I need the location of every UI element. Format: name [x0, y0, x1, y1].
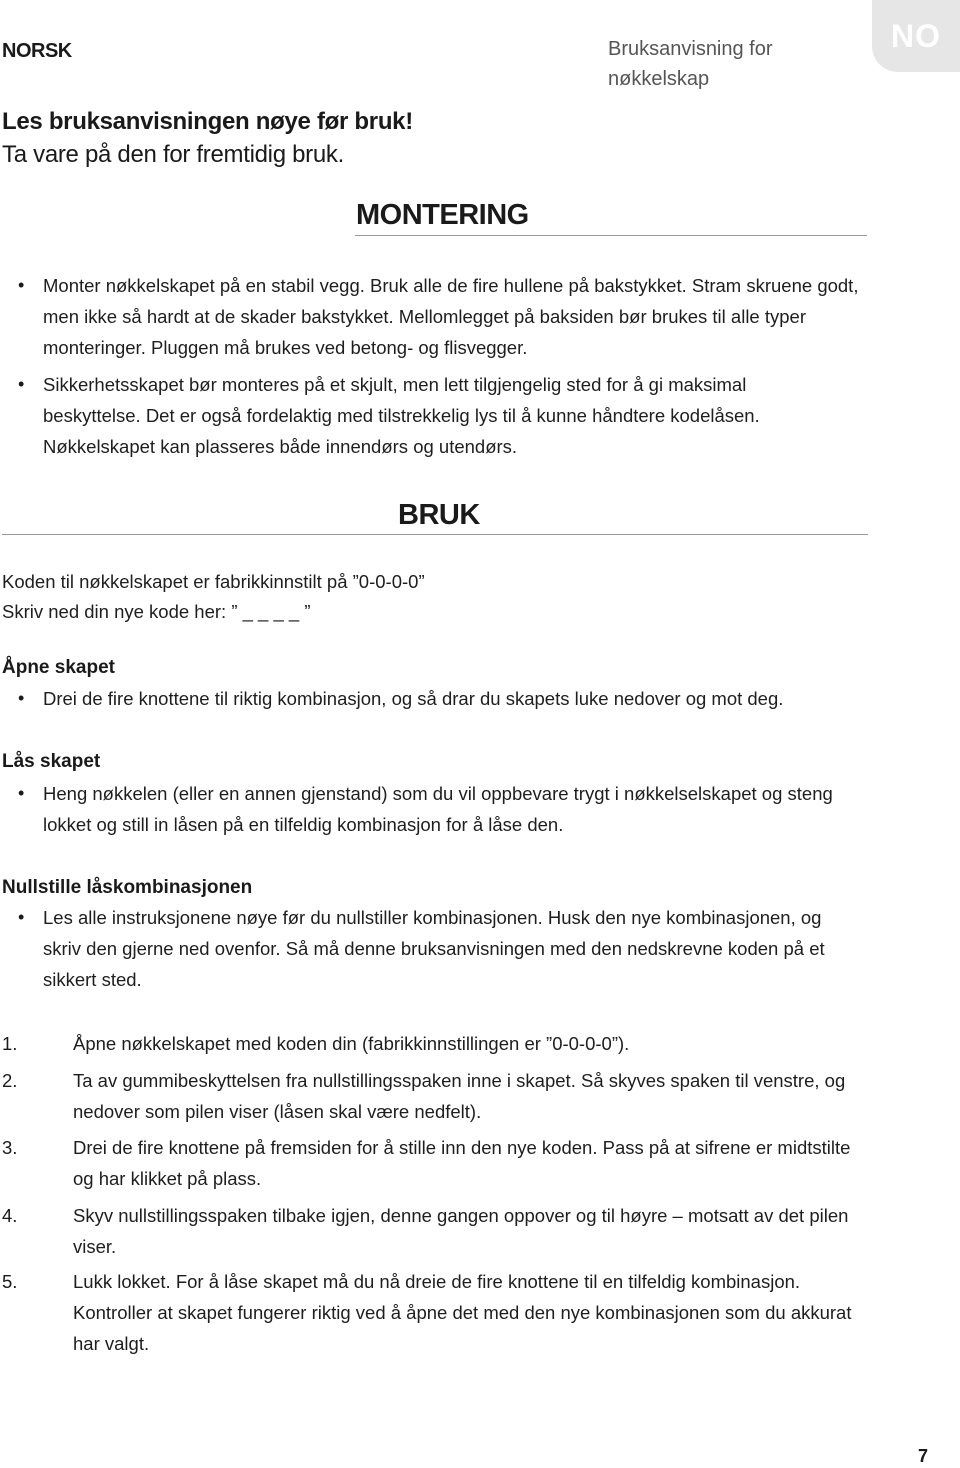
montering-bullet-1: Monter nøkkelskapet på en stabil vegg. Bruk alle de fire hullene på bakstykket. Stram skruene godt, men ikke så hardt at de skader bakstykket. Mellomlegget på baksiden bør brukes til alle typer monteringer. Pluggen må brukes ved betong- og flisvegger. [43, 275, 859, 358]
language-tab: NO [872, 0, 960, 72]
montering-bullet-2: Sikkerhetsskapet bør monteres på et skjult, men lett tilgjengelig sted for å gi maksimal beskyttelse. Det er også fordelaktig med tilstrekkelig lys til å kunne håndtere kodelåsen. Nøkkelskapet kan plasseres både innendørs og utendørs. [43, 374, 760, 457]
bullet-icon: • [18, 783, 25, 803]
bullet-icon: • [18, 374, 25, 394]
nullstille-bullet: Les alle instruksjonene nøye før du nullstiller kombinasjonen. Husk den nye kombinasjonen, og skriv den gjerne ned ovenfor. Så må denne bruksanvisningen med den nedskrevne koden på et sikkert sted. [43, 907, 825, 990]
step-number: 2. [2, 1070, 18, 1091]
step-text: Lukk lokket. For å låse skapet må du nå dreie de fire knottene til en tilfeldig kombinasjon. Kontroller at skapet fungerer riktig ved å åpne det med den nye kombinasjonen som du akkurat har valgt. [73, 1271, 852, 1354]
apne-heading: Åpne skapet [2, 657, 115, 678]
new-code-line: Skriv ned din nye kode her: ” _ _ _ _ ” [2, 601, 311, 622]
las-bullet: Heng nøkkelen (eller en annen gjenstand) som du vil oppbevare trygt i nøkkelselskapet og steng lokket og still in låsen på en tilfeldig kombinasjon for å låse den. [43, 783, 833, 835]
bruk-divider [2, 534, 868, 535]
page-number: 7 [917, 1446, 928, 1466]
step-text: Åpne nøkkelskapet med koden din (fabrikkinnstillingen er ”0-0-0-0”). [73, 1033, 630, 1054]
factory-code-line: Koden til nøkkelskapet er fabrikkinnstilt på ”0-0-0-0” [2, 571, 425, 592]
las-heading: Lås skapet [2, 751, 101, 772]
document-title: Bruksanvisning for nøkkelskap [608, 38, 773, 90]
language-label: NORSK [2, 40, 72, 62]
step-number: 3. [2, 1137, 18, 1158]
bullet-icon: • [18, 275, 25, 295]
apne-bullet: Drei de fire knottene til riktig kombinasjon, og så drar du skapets luke nedover og mot deg. [43, 688, 784, 709]
bruk-heading: BRUK [398, 499, 480, 531]
step-number: 1. [2, 1033, 18, 1054]
intro-keep-note: Ta vare på den for fremtidig bruk. [2, 141, 344, 168]
step-text: Drei de fire knottene på fremsiden for å stille inn den nye koden. Pass på at sifrene er midtstilte og har klikket på plass. [73, 1137, 851, 1189]
step-number: 4. [2, 1205, 18, 1226]
nullstille-heading: Nullstille låskombinasjonen [2, 877, 253, 898]
step-text: Ta av gummibeskyttelsen fra nullstillingsspaken inne i skapet. Så skyves spaken til venstre, og nedover som pilen viser (låsen skal være nedfelt). [73, 1070, 846, 1122]
intro-warning: Les bruksanvisningen nøye før bruk! [2, 108, 413, 135]
montering-heading: MONTERING [356, 199, 529, 231]
step-number: 5. [2, 1271, 18, 1292]
montering-divider [355, 235, 867, 236]
step-text: Skyv nullstillingsspaken tilbake igjen, denne gangen oppover og til høyre – motsatt av det pilen viser. [73, 1205, 849, 1257]
bullet-icon: • [18, 907, 25, 927]
bullet-icon: • [18, 688, 25, 708]
